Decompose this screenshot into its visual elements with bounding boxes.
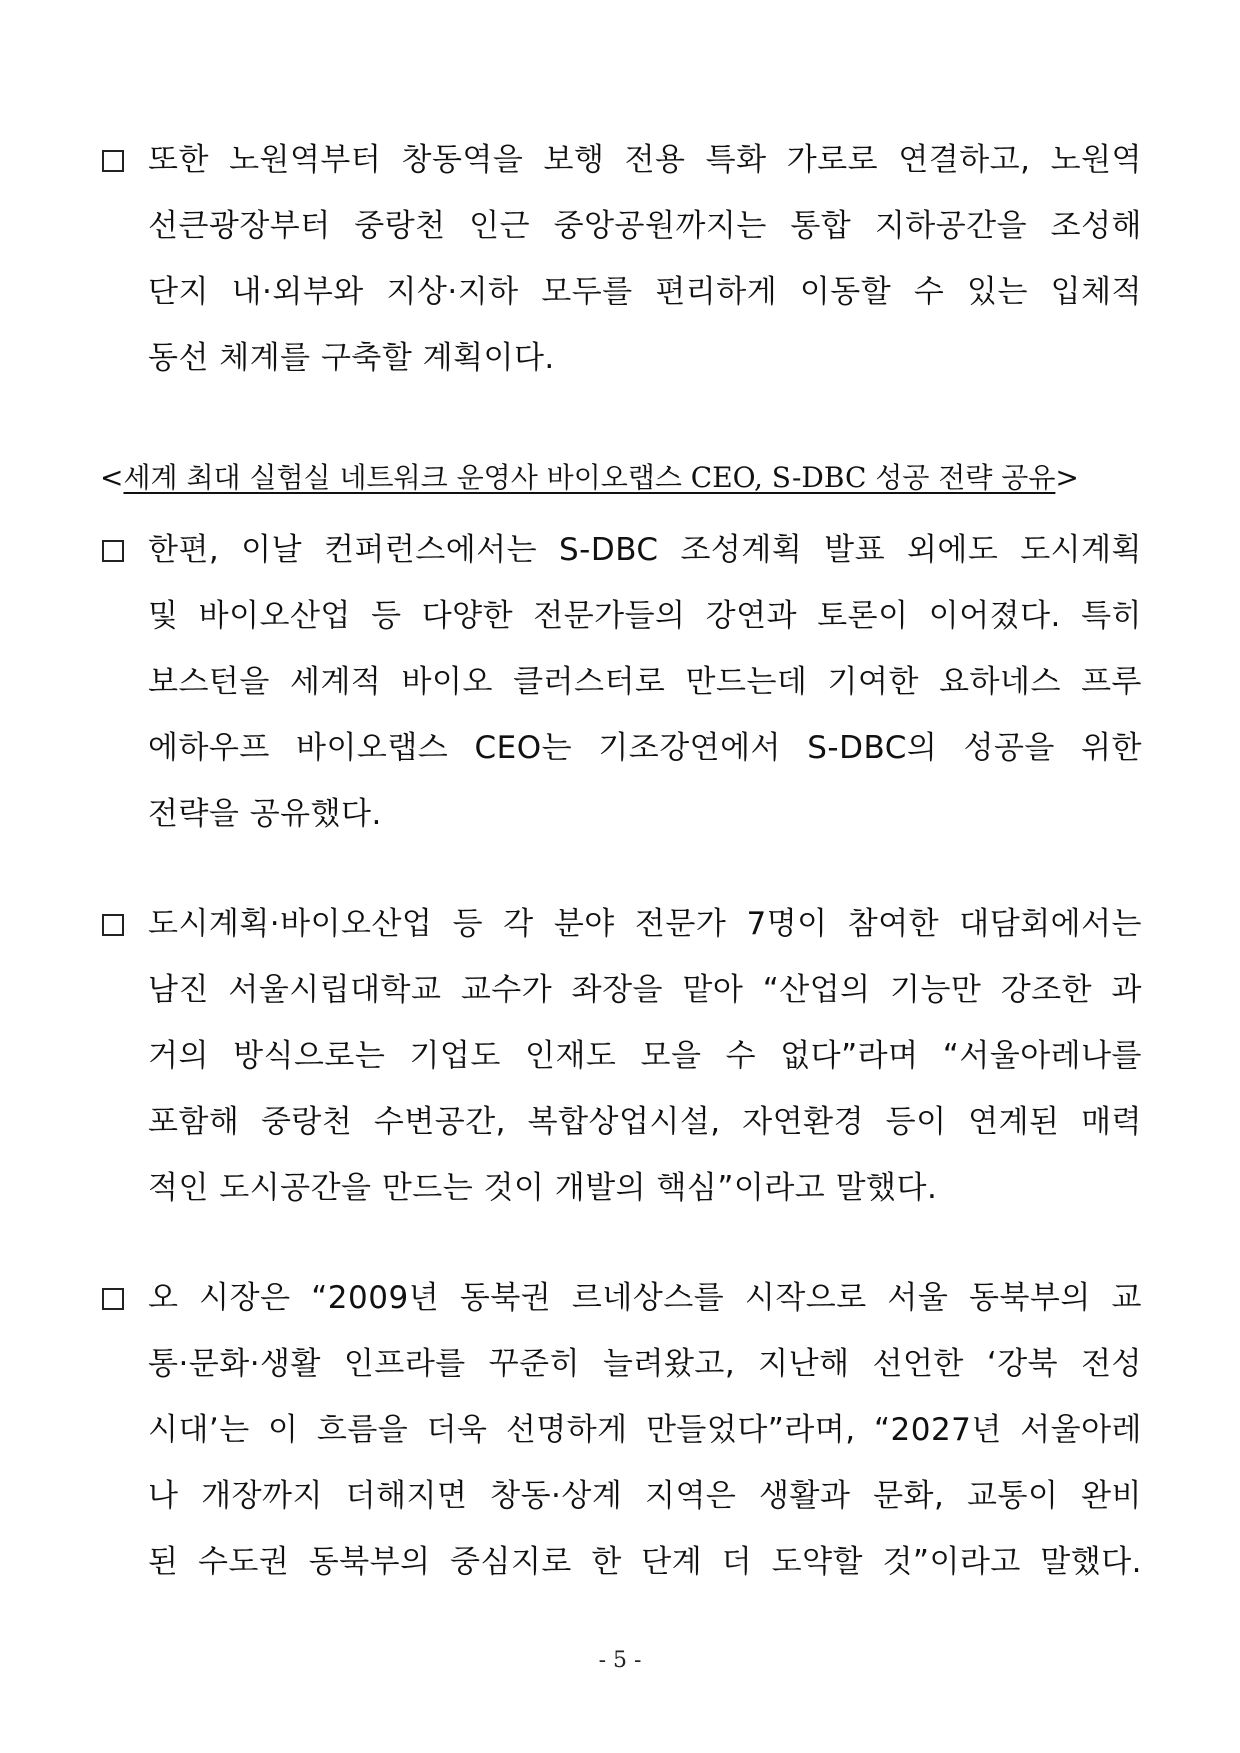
checkbox-bullet-icon [102,914,124,936]
checkbox-bullet-icon [102,150,124,172]
checkbox-bullet-icon [102,1288,124,1310]
paragraph-line: 오 시장은 “2009년 동북권 르네상스를 시작으로 서울 동북부의 교 [148,1280,1142,1316]
paragraph-line: 통·문화·생활 인프라를 꾸준히 늘려왔고, 지난해 선언한 ‘강북 전성 [148,1346,1142,1382]
heading-open-bracket: < [100,461,124,494]
checkbox-bullet-icon [102,540,124,562]
heading-text: 세계 최대 실험실 네트워크 운영사 바이오랩스 CEO, S-DBC 성공 전략 공유 [123,461,1056,494]
paragraph-line: 적인 도시공간을 만드는 것이 개발의 핵심”이라고 말했다. [148,1170,938,1206]
paragraph-line: 포함해 중랑천 수변공간, 복합상업시설, 자연환경 등이 연계된 매력 [148,1104,1142,1140]
heading-close-bracket: > [1055,461,1079,494]
paragraph-line: 또한 노원역부터 창동역을 보행 전용 특화 가로로 연결하고, 노원역 [148,142,1142,178]
paragraph-line: 한편, 이날 컨퍼런스에서는 S-DBC 조성계획 발표 외에도 도시계획 [148,532,1142,568]
paragraph-line: 시대’는 이 흐름을 더욱 선명하게 만들었다”라며, “2027년 서울아레 [148,1412,1142,1448]
page-number: - 5 - [598,1648,642,1673]
paragraph-line: 도시계획·바이오산업 등 각 분야 전문가 7명이 참여한 대담회에서는 [148,906,1142,942]
paragraph-line: 동선 체계를 구축할 계획이다. [148,340,555,376]
paragraph-line: 된 수도권 동북부의 중심지로 한 단계 더 도약할 것”이라고 말했다. [148,1544,1142,1580]
paragraph-line: 및 바이오산업 등 다양한 전문가들의 강연과 토론이 이어졌다. 특히 [148,598,1142,634]
paragraph-line: 선큰광장부터 중랑천 인근 중앙공원까지는 통합 지하공간을 조성해 [148,208,1142,244]
paragraph-line: 남진 서울시립대학교 교수가 좌장을 맡아 “산업의 기능만 강조한 과 [148,972,1142,1008]
section-heading [100,458,1079,498]
paragraph-line: 보스턴을 세계적 바이오 클러스터로 만드는데 기여한 요하네스 프루 [148,664,1142,700]
paragraph-line: 거의 방식으로는 기업도 인재도 모을 수 없다”라며 “서울아레나를 [148,1038,1142,1074]
paragraph-line: 에하우프 바이오랩스 CEO는 기조강연에서 S-DBC의 성공을 위한 [148,730,1142,766]
paragraph-line: 단지 내·외부와 지상·지하 모두를 편리하게 이동할 수 있는 입체적 [148,274,1142,310]
paragraph-line: 전략을 공유했다. [148,796,382,832]
paragraph-line: 나 개장까지 더해지면 창동·상계 지역은 생활과 문화, 교통이 완비 [148,1478,1142,1514]
